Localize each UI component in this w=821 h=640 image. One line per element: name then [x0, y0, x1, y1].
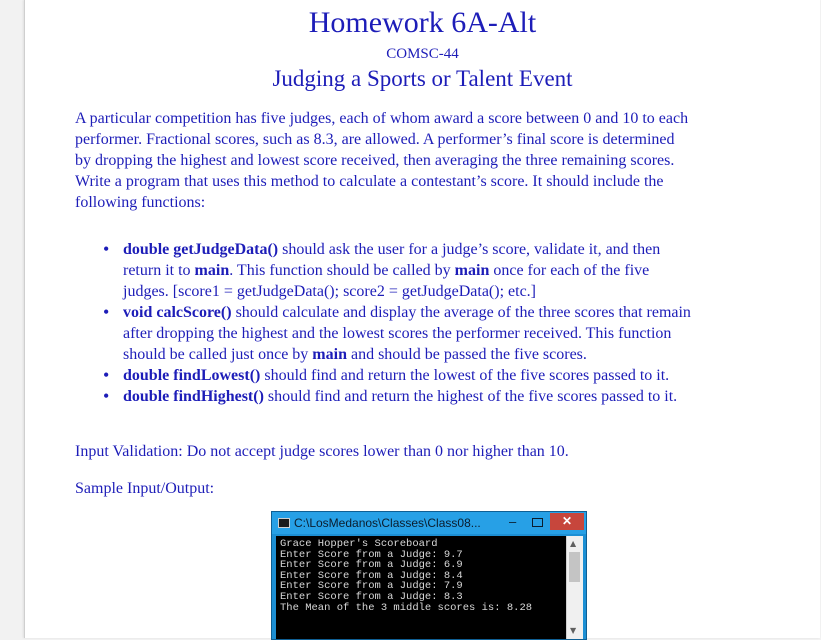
intro-line: A particular competition has five judges, each of whom award a score between 0 and 10 to each — [75, 110, 689, 127]
list-item — [99, 302, 799, 365]
function-ref: main — [194, 262, 230, 279]
console-titlebar[interactable] — [272, 512, 586, 534]
function-desc: return it to — [123, 262, 195, 279]
intro-line: by dropping the highest and lowest score received, then averaging the three remaining scores. — [75, 152, 675, 169]
console-window[interactable] — [271, 511, 587, 640]
function-name: void calcScore() — [123, 304, 232, 321]
intro-line: following functions: — [75, 194, 206, 211]
minimize-icon[interactable]: – — [509, 514, 517, 529]
document-title: Homework 6A-Alt — [308, 6, 537, 39]
function-name: double getJudgeData() — [123, 241, 279, 258]
function-desc: judges. [score1 = getJudgeData(); score2 = getJudgeData(); etc.] — [123, 283, 536, 300]
scroll-up-icon[interactable]: ▲ — [570, 539, 577, 548]
function-desc: . This function should be called by — [229, 262, 455, 279]
scroll-thumb[interactable] — [569, 552, 580, 582]
function-desc: after dropping the highest and the lowest scores the performer received. This function — [123, 325, 672, 342]
input-validation-text: Input Validation: Do not accept judge scores lower than 0 nor higher than 10. — [75, 443, 569, 460]
function-desc: should ask the user for a judge’s score, validate it, and then — [278, 241, 661, 258]
list-item — [99, 365, 799, 386]
function-desc: should calculate and display the average of the three scores that remain — [231, 304, 691, 321]
console-output — [276, 536, 566, 639]
function-desc: should find and return the lowest of the five scores passed to it. — [260, 367, 670, 384]
list-item — [99, 386, 799, 407]
sample-io-label: Sample Input/Output: — [75, 480, 215, 497]
course-code: COMSC-44 — [386, 46, 459, 62]
console-line: Grace Hopper's Scoreboard — [280, 538, 438, 550]
intro-line: performer. Fractional scores, such as 8.3, are allowed. A performer’s final score is determined — [75, 131, 675, 148]
console-window-title: C:\LosMedanos\Classes\Class08... — [294, 516, 481, 530]
close-icon[interactable]: ✕ — [550, 513, 584, 530]
intro-line: Write a program that uses this method to calculate a contestant’s score. It should include the — [75, 173, 664, 190]
list-item — [99, 239, 799, 302]
console-line: The Mean of the 3 middle scores is: 8.28 — [280, 601, 533, 614]
function-desc: once for each of the five — [489, 262, 650, 279]
function-desc: should be called just once by — [123, 346, 313, 363]
function-name: double findHighest() — [123, 388, 264, 405]
function-desc: and should be passed the five scores. — [346, 346, 587, 363]
console-line: Enter Score from a Judge: 8.3 — [280, 590, 463, 603]
function-list — [99, 239, 799, 407]
console-app-icon — [278, 518, 290, 528]
console-scrollbar[interactable] — [566, 536, 583, 639]
function-ref: main — [454, 262, 490, 279]
console-line: Enter Score from a Judge: 7.9 — [280, 580, 463, 593]
function-name: double findLowest() — [123, 367, 261, 384]
console-line: Enter Score from a Judge: 6.9 — [280, 559, 463, 572]
maximize-icon[interactable] — [532, 518, 543, 527]
function-ref: main — [312, 346, 347, 363]
console-line: Enter Score from a Judge: 9.7 — [280, 548, 463, 561]
console-line: Enter Score from a Judge: 8.4 — [280, 569, 463, 582]
intro-paragraph — [75, 108, 805, 213]
function-desc: should find and return the highest of the five scores passed to it. — [263, 388, 678, 405]
assignment-subtitle: Judging a Sports or Talent Event — [272, 66, 573, 91]
scroll-down-icon[interactable]: ▼ — [570, 626, 577, 635]
